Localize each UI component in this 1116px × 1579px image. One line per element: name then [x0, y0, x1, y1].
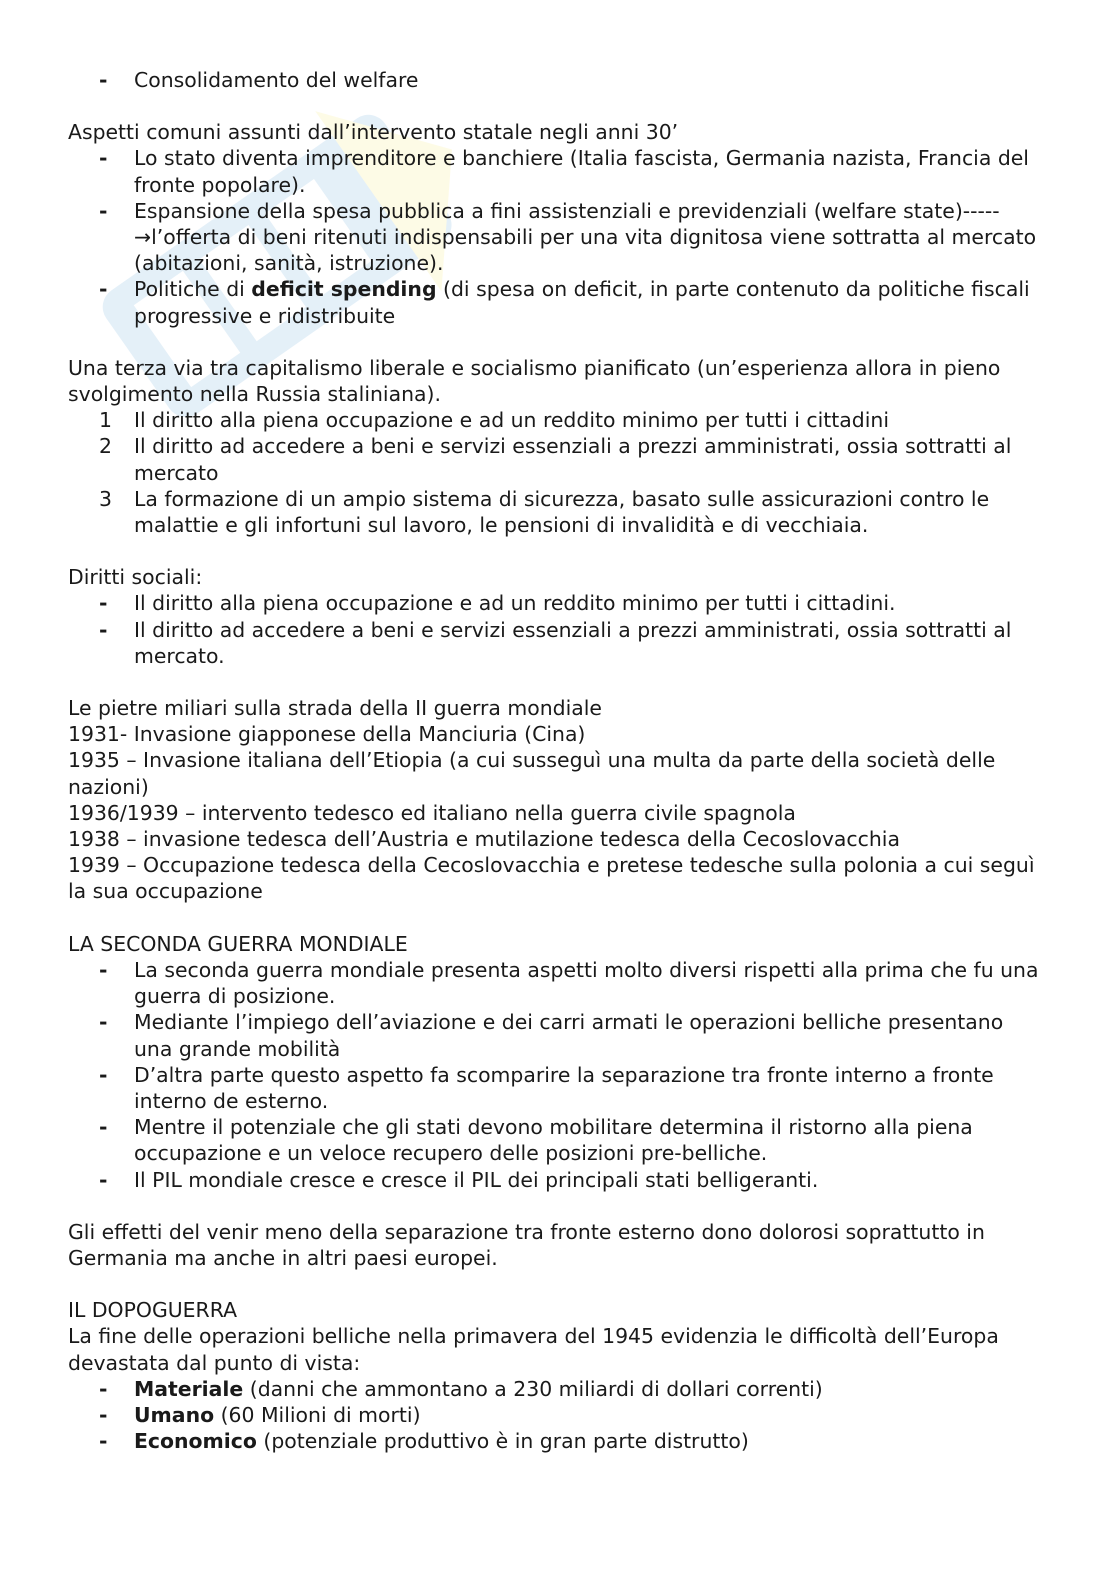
list-item: - Consolidamento del welfare — [99, 68, 419, 92]
section-title: LA SECONDA GUERRA MONDIALE — [68, 931, 408, 956]
document-page — [68, 67, 1043, 1454]
timeline-line: 1931- Invasione giapponese della Manciuria (Cina) — [68, 722, 586, 747]
paragraph: Una terza via tra capitalismo liberale e socialismo pianificato (un’esperienza allora in pieno svolgimento nella Russia staliniana). — [68, 355, 1001, 407]
paragraph: Gli effetti del venir meno della separazione tra fronte esterno dono dolorosi soprattutto in Germania ma anche in altri paesi europei. — [68, 1219, 985, 1270]
list-item: - D’altra parte questo aspetto fa scomparire la separazione tra fronte interno a fronte interno de esterno. — [99, 1062, 994, 1113]
section3-list — [68, 590, 1043, 669]
timeline-line: 1939 – Occupazione tedesca della Cecoslovacchia e pretese tedesche sulla polonia a cui seguì la sua occupazione — [68, 853, 1035, 904]
list-item: - Politiche di deficit spending (di spesa on deficit, in parte contenuto da politiche fiscali progressive e ridistribuite — [99, 277, 1030, 328]
bold-term: deficit spending — [251, 277, 437, 302]
list-item: - Umano (60 Milioni di morti) — [99, 1402, 421, 1427]
section-title: Diritti sociali: — [68, 565, 203, 590]
list-item: - Lo stato diventa imprenditore e banchiere (Italia fascista, Germania nazista, Francia del fronte popolare). — [99, 146, 1029, 197]
list-item: - La seconda guerra mondiale presenta aspetti molto diversi rispetti alla prima che fu una guerra di posizione. — [99, 957, 1039, 1009]
section1-list — [68, 145, 1043, 328]
list-item: - Mentre il potenziale che gli stati devono mobilitare determina il ristorno alla piena occupazione e un veloce recupero delle posizioni pre-belliche. — [99, 1115, 973, 1166]
timeline-line: 1935 – Invasione italiana dell’Etiopia (a cui susseguì una multa da parte della società delle nazioni) — [68, 748, 996, 799]
intro-list — [68, 67, 1043, 93]
list-item: - Il diritto ad accedere a beni e servizi essenziali a prezzi amministrati, ossia sottratti al mercato. — [99, 617, 1012, 668]
list-item: - Il PIL mondiale cresce e cresce il PIL dei principali stati belligeranti. — [99, 1167, 819, 1192]
paragraph: La fine delle operazioni belliche nella primavera del 1945 evidenzia le difficoltà dell’Europa devastata dal punto di vista: — [68, 1324, 999, 1375]
list-item: - Economico (potenziale produttivo è in gran parte distrutto) — [99, 1429, 749, 1454]
timeline-line: 1938 – invasione tedesca dell’Austria e mutilazione tedesca della Cecoslovacchia — [68, 827, 900, 852]
list-item: - Mediante l’impiego dell’aviazione e dei carri armati le operazioni belliche presentano una grande mobilità — [99, 1010, 1004, 1061]
section-title: Aspetti comuni assunti dall’intervento statale negli anni 30’ — [68, 120, 679, 145]
timeline-line: 1936/1939 – intervento tedesco ed italiano nella guerra civile spagnola — [68, 800, 796, 825]
list-item: 2 Il diritto ad accedere a beni e servizi essenziali a prezzi amministrati, ossia sottratti al mercato — [99, 434, 1012, 485]
numbered-list — [68, 407, 1043, 538]
list-item: 3 La formazione di un ampio sistema di sicurezza, basato sulle assicurazioni contro le malattie e gli infortuni sul lavoro, le pensioni di invalidità e di vecchiaia. — [99, 486, 990, 538]
list-item: - Il diritto alla piena occupazione e ad un reddito minimo per tutti i cittadini. — [99, 591, 896, 616]
list-item: 1 Il diritto alla piena occupazione e ad un reddito minimo per tutti i cittadini — [99, 408, 889, 433]
list-item: - Materiale (danni che ammontano a 230 miliardi di dollari correnti) — [99, 1376, 823, 1401]
section-title: Le pietre miliari sulla strada della II guerra mondiale — [68, 696, 602, 721]
section-title: IL DOPOGUERRA — [68, 1298, 238, 1323]
section6-list — [68, 1376, 1043, 1455]
list-item: - Espansione della spesa pubblica a fini assistenziali e previdenziali (welfare state)-----→l’offerta di beni ritenuti indispensabili per una vita dignitosa viene sottratta al mercato (abitazioni, sanità, istruzione). — [99, 198, 1037, 276]
section5-list — [68, 957, 1043, 1193]
